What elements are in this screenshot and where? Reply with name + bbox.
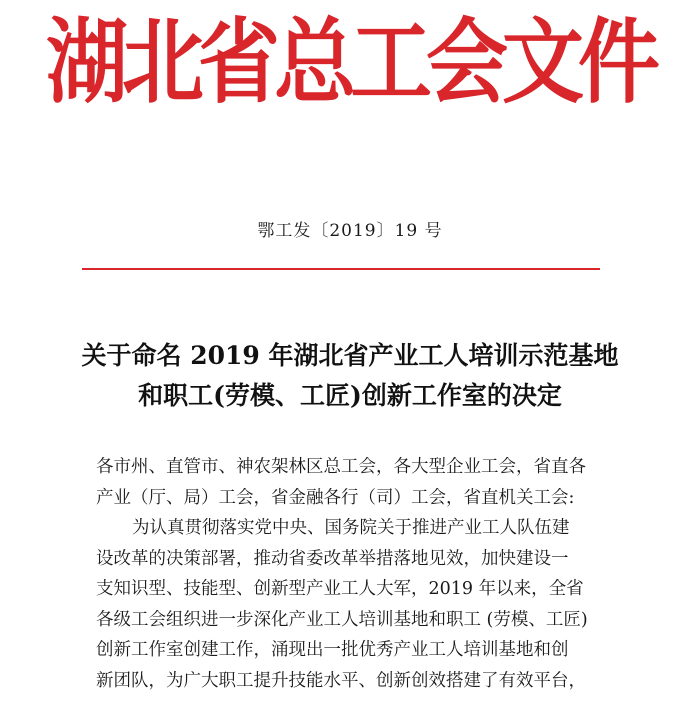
salutation bbox=[96, 452, 626, 513]
paragraph-line-4: 各级工会组织进一步深化产业工人培训基地和职工 (劳模、工匠) bbox=[96, 609, 588, 630]
document-number: 鄂工发〔2019〕19 号 bbox=[257, 221, 443, 241]
paragraph-line-6: 新团队，为广大职工提升技能水平、创新创效搭建了有效平台， bbox=[96, 670, 586, 691]
paragraph-line-3: 支知识型、技能型、创新型产业工人大军，2019 年以来，全省 bbox=[96, 579, 584, 599]
salutation-line-2: 产业（厅、局）工会，省金融各行（司）工会，省直机关工会: bbox=[96, 487, 575, 508]
paragraph-line-2: 设改革的决策部署，推动省委改革举措落地见效，加快建设一 bbox=[96, 548, 569, 569]
title-line-1: 关于命名 2019 年湖北省产业工人培训示范基地 bbox=[81, 341, 619, 370]
body-paragraph bbox=[96, 513, 626, 696]
red-divider-line bbox=[82, 268, 600, 270]
document-title bbox=[0, 336, 700, 416]
paragraph-line-5: 创新工作室创建工作，涌现出一批优秀产业工人培训基地和创 bbox=[96, 640, 569, 660]
document-masthead: 湖北省总工会文件 bbox=[45, 10, 654, 117]
paragraph-line-1: 为认真贯彻落实党中央、国务院关于推进产业工人队伍建 bbox=[132, 518, 570, 538]
title-line-2: 和职工(劳模、工匠)创新工作室的决定 bbox=[138, 381, 562, 410]
salutation-line-1: 各市州、直管市、神农架林区总工会，各大型企业工会，省直各 bbox=[96, 457, 586, 477]
